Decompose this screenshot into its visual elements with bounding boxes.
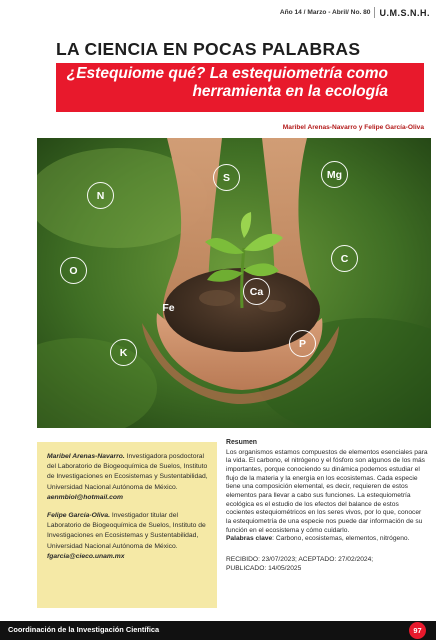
article-title — [67, 65, 388, 101]
publication-dates — [226, 556, 428, 573]
article-authors: Maribel Arenas-Navarro y Felipe García-Oliva — [282, 124, 424, 131]
element-sulfur-bubble: S — [213, 164, 240, 191]
keywords-label: Palabras clave — [226, 535, 273, 543]
element-nitrogen-bubble: N — [87, 182, 114, 209]
bio-email: fgarcia@cieco.unam.mx — [47, 552, 125, 560]
bio-text: Investigador titular del Laboratorio de Biogeoquímica de Suelos, Instituto de Investigaciones en Ecosistemas y Sustentabilidad, Universidad Nacional Autónoma de México. — [47, 512, 206, 550]
element-iron-label: Fe — [162, 301, 175, 314]
element-magnesium-bubble: Mg — [321, 161, 348, 188]
element-calcium-bubble: Ca — [243, 278, 270, 305]
element-phosphorus-bubble: P — [289, 330, 316, 357]
keywords-list: : Carbono, ecosistemas, elementos, nitrógeno. — [272, 535, 410, 543]
running-header — [280, 7, 430, 18]
abstract-text: Los organismos estamos compuestos de elementos esenciales para la vida. El carbono, el nitrógeno y el fósforo son algunos de los más importantes, porque conociendo su dinámica podemos estudiar el flujo de la materia y la energía en los ecosistemas. Cada especie tiene una composición elemental, es decir, requieren de estos elementos para llevar a cabo sus funciones. La estequiometría ecológica es el estudio de los efectos del balance de estos cocientes estequiométricos en los seres vivos, por lo que, conocer la estequiometría de una especie nos puede dar información de su función en el ecosistema y cómo cuidarlo. — [226, 448, 428, 534]
author-bio-1 — [47, 452, 210, 503]
author-bio-2 — [47, 511, 210, 562]
section-title: LA CIENCIA EN POCAS PALABRAS — [56, 39, 361, 59]
bio-email: aenmbiol@hotmail.com — [47, 493, 123, 501]
footer-text: Coordinación de la Investigación Científica — [8, 625, 160, 634]
issue-label: Año 14 / Marzo - Abril/ No. 80 — [279, 9, 371, 16]
author-bios — [37, 442, 217, 608]
page-footer — [0, 621, 436, 640]
article-title-line2: herramienta en la ecología — [192, 83, 388, 100]
element-oxygen-bubble: O — [60, 257, 87, 284]
element-potassium-bubble: K — [110, 339, 137, 366]
received-accepted: RECIBIDO: 23/07/2023; ACEPTADO: 27/02/2024; — [226, 555, 374, 563]
published-date: PUBLICADO: 14/05/2025 — [226, 564, 302, 572]
element-carbon-bubble: C — [331, 245, 358, 272]
hands-seedling-photo — [37, 138, 431, 428]
bio-name: Maribel Arenas-Navarro. — [47, 453, 125, 460]
keywords — [226, 535, 428, 544]
bio-name: Felipe García-Oliva. — [47, 512, 111, 520]
bio-text: Investigadora posdoctoral del Laboratorio de Biogeoquímica de Suelos, Instituto de Investigaciones en Ecosistemas y Sustentabilidad, Universidad Nacional Autónoma de México. — [47, 453, 208, 491]
abstract-heading: Resumen — [226, 439, 258, 446]
article-title-line1: ¿Estequiome qué? La estequiometría como — [66, 65, 388, 82]
abstract — [226, 439, 428, 573]
title-band — [56, 63, 424, 112]
page-number: 97 — [409, 622, 426, 639]
journal-name: U.M.S.N.H. — [379, 7, 430, 18]
header-divider — [374, 7, 375, 18]
